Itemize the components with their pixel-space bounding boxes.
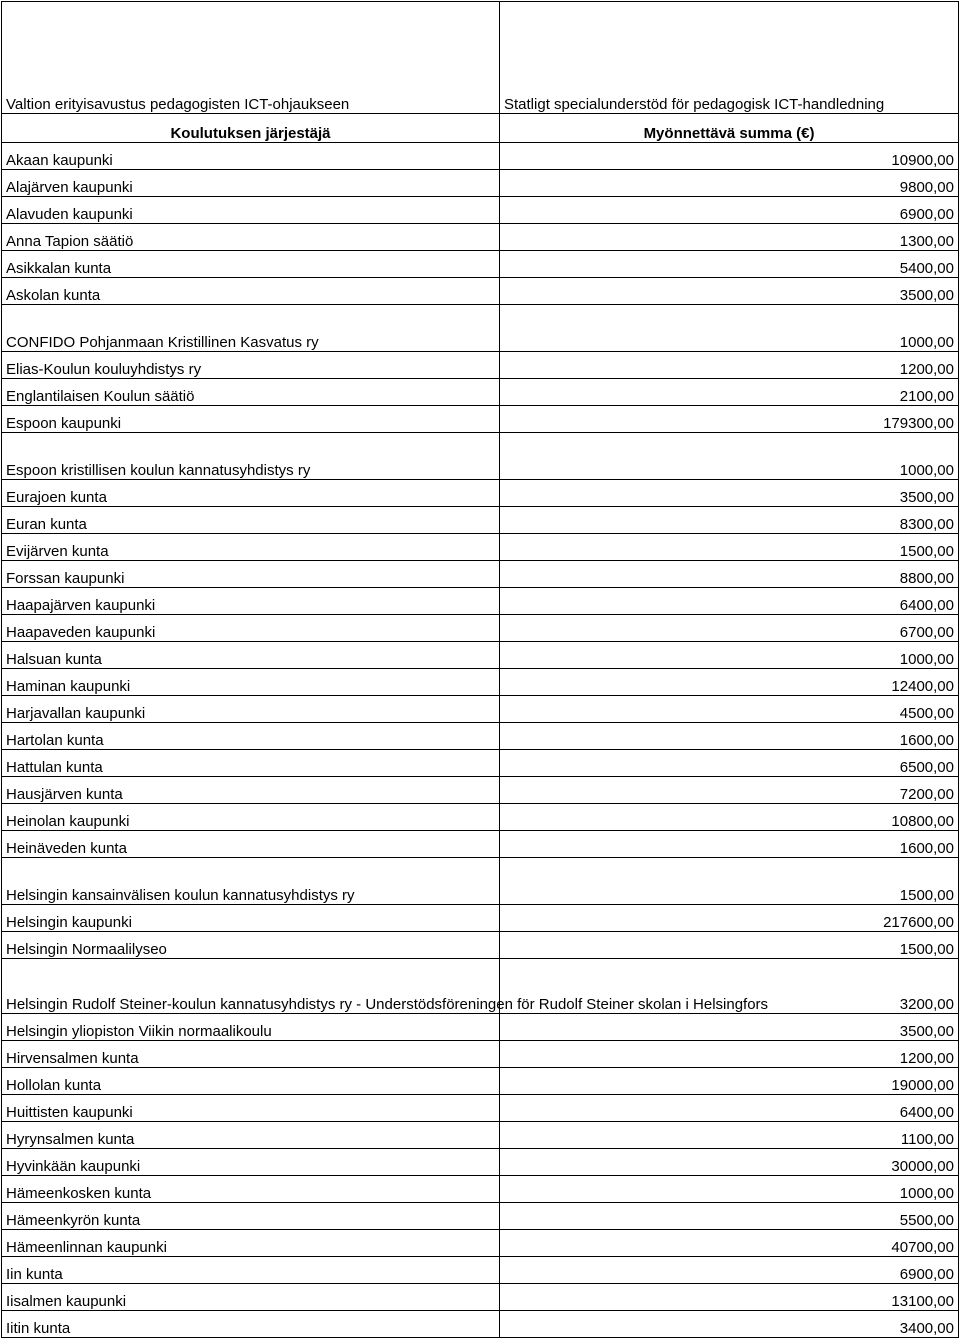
organizer-name-cell: Heinolan kaupunki bbox=[2, 804, 500, 831]
organizer-name-cell: Iisalmen kaupunki bbox=[2, 1284, 500, 1311]
amount-cell: 5500,00 bbox=[500, 1203, 959, 1230]
amount-cell: 8300,00 bbox=[500, 507, 959, 534]
amount-cell: 3500,00 bbox=[500, 480, 959, 507]
table-row bbox=[2, 1230, 959, 1257]
table-row bbox=[2, 170, 959, 197]
table-row bbox=[2, 1284, 959, 1311]
table-row bbox=[2, 831, 959, 858]
organizer-name-cell: Espoon kristillisen koulun kannatusyhdistys ry bbox=[2, 433, 500, 480]
organizer-name-cell: Haapajärven kaupunki bbox=[2, 588, 500, 615]
table-row bbox=[2, 642, 959, 669]
amount-cell: 40700,00 bbox=[500, 1230, 959, 1257]
amount-cell: 6400,00 bbox=[500, 1095, 959, 1122]
amount-cell: 12400,00 bbox=[500, 669, 959, 696]
organizer-name-cell: Hausjärven kunta bbox=[2, 777, 500, 804]
grant-table bbox=[1, 1, 959, 1338]
amount-cell: 8800,00 bbox=[500, 561, 959, 588]
amount-cell: 30000,00 bbox=[500, 1149, 959, 1176]
amount-cell: 1500,00 bbox=[500, 932, 959, 959]
table-row bbox=[2, 669, 959, 696]
amount-cell: 3200,00 bbox=[500, 959, 959, 1014]
amount-cell: 1100,00 bbox=[500, 1122, 959, 1149]
amount-cell: 1600,00 bbox=[500, 831, 959, 858]
amount-cell: 1200,00 bbox=[500, 1041, 959, 1068]
table-row bbox=[2, 561, 959, 588]
table-row bbox=[2, 932, 959, 959]
table-row bbox=[2, 959, 959, 1014]
table-row bbox=[2, 507, 959, 534]
table-row bbox=[2, 858, 959, 905]
table-row bbox=[2, 480, 959, 507]
organizer-name-cell: Hirvensalmen kunta bbox=[2, 1041, 500, 1068]
organizer-name-cell: Hämeenlinnan kaupunki bbox=[2, 1230, 500, 1257]
organizer-name-cell: Hollolan kunta bbox=[2, 1068, 500, 1095]
table-row bbox=[2, 1203, 959, 1230]
organizer-name-cell: Haapaveden kaupunki bbox=[2, 615, 500, 642]
organizer-name-cell: Espoon kaupunki bbox=[2, 406, 500, 433]
organizer-name-cell: Akaan kaupunki bbox=[2, 143, 500, 170]
table-row bbox=[2, 143, 959, 170]
organizer-name-cell: Asikkalan kunta bbox=[2, 251, 500, 278]
amount-cell: 179300,00 bbox=[500, 406, 959, 433]
table-row bbox=[2, 905, 959, 932]
organizer-name-cell: Halsuan kunta bbox=[2, 642, 500, 669]
amount-cell: 3400,00 bbox=[500, 1311, 959, 1338]
organizer-name-cell: Alajärven kaupunki bbox=[2, 170, 500, 197]
amount-cell: 5400,00 bbox=[500, 251, 959, 278]
organizer-name-cell: Forssan kaupunki bbox=[2, 561, 500, 588]
organizer-name-cell: Askolan kunta bbox=[2, 278, 500, 305]
table-row bbox=[2, 804, 959, 831]
organizer-name-cell: Helsingin yliopiston Viikin normaalikoulu bbox=[2, 1014, 500, 1041]
table-row bbox=[2, 777, 959, 804]
table-row bbox=[2, 534, 959, 561]
table-row bbox=[2, 1257, 959, 1284]
amount-cell: 1200,00 bbox=[500, 352, 959, 379]
table-row bbox=[2, 1311, 959, 1338]
organizer-name-cell: Huittisten kaupunki bbox=[2, 1095, 500, 1122]
organizer-name-cell: Iin kunta bbox=[2, 1257, 500, 1284]
title-row bbox=[2, 2, 959, 114]
amount-cell: 3500,00 bbox=[500, 1014, 959, 1041]
table-row bbox=[2, 615, 959, 642]
table-row bbox=[2, 723, 959, 750]
amount-cell: 1000,00 bbox=[500, 305, 959, 352]
amount-cell: 10900,00 bbox=[500, 143, 959, 170]
amount-cell: 6500,00 bbox=[500, 750, 959, 777]
table-row bbox=[2, 251, 959, 278]
organizer-name-cell: Eurajoen kunta bbox=[2, 480, 500, 507]
amount-cell: 1000,00 bbox=[500, 1176, 959, 1203]
amount-column-header: Myönnettävä summa (€) bbox=[500, 114, 959, 143]
table-row bbox=[2, 224, 959, 251]
table-row bbox=[2, 379, 959, 406]
table-row bbox=[2, 1014, 959, 1041]
organizer-name-cell: Helsingin Normaalilyseo bbox=[2, 932, 500, 959]
organizer-name-cell: Hyrynsalmen kunta bbox=[2, 1122, 500, 1149]
table-row bbox=[2, 278, 959, 305]
organizer-name-cell: Heinäveden kunta bbox=[2, 831, 500, 858]
organizer-name-cell: Haminan kaupunki bbox=[2, 669, 500, 696]
amount-cell: 1000,00 bbox=[500, 433, 959, 480]
table-row bbox=[2, 352, 959, 379]
title-finnish: Valtion erityisavustus pedagogisten ICT-ohjaukseen bbox=[2, 2, 500, 114]
amount-cell: 1000,00 bbox=[500, 642, 959, 669]
organizer-name-cell: Hämeenkyrön kunta bbox=[2, 1203, 500, 1230]
title-swedish: Statligt specialunderstöd för pedagogisk ICT-handledning bbox=[500, 2, 959, 114]
table-row bbox=[2, 305, 959, 352]
table-row bbox=[2, 1176, 959, 1203]
amount-cell: 4500,00 bbox=[500, 696, 959, 723]
organizer-name-cell: Euran kunta bbox=[2, 507, 500, 534]
organizer-name-cell: Hartolan kunta bbox=[2, 723, 500, 750]
organizer-name-cell: Helsingin kansainvälisen koulun kannatusyhdistys ry bbox=[2, 858, 500, 905]
organizer-column-header: Koulutuksen järjestäjä bbox=[2, 114, 500, 143]
organizer-name-cell: Englantilaisen Koulun säätiö bbox=[2, 379, 500, 406]
amount-cell: 6900,00 bbox=[500, 1257, 959, 1284]
amount-cell: 217600,00 bbox=[500, 905, 959, 932]
organizer-name-cell: Hyvinkään kaupunki bbox=[2, 1149, 500, 1176]
amount-cell: 1300,00 bbox=[500, 224, 959, 251]
amount-cell: 6900,00 bbox=[500, 197, 959, 224]
organizer-name-cell: Iitin kunta bbox=[2, 1311, 500, 1338]
organizer-name-cell: Elias-Koulun kouluyhdistys ry bbox=[2, 352, 500, 379]
table-row bbox=[2, 1122, 959, 1149]
amount-cell: 6700,00 bbox=[500, 615, 959, 642]
table-row bbox=[2, 696, 959, 723]
organizer-name-cell: Anna Tapion säätiö bbox=[2, 224, 500, 251]
amount-cell: 9800,00 bbox=[500, 170, 959, 197]
amount-cell: 10800,00 bbox=[500, 804, 959, 831]
table-row bbox=[2, 1149, 959, 1176]
table-row bbox=[2, 433, 959, 480]
table-row bbox=[2, 750, 959, 777]
amount-cell: 19000,00 bbox=[500, 1068, 959, 1095]
table-row bbox=[2, 1068, 959, 1095]
table-row bbox=[2, 588, 959, 615]
amount-cell: 13100,00 bbox=[500, 1284, 959, 1311]
organizer-name-cell: Harjavallan kaupunki bbox=[2, 696, 500, 723]
amount-cell: 6400,00 bbox=[500, 588, 959, 615]
organizer-name-cell: Helsingin Rudolf Steiner-koulun kannatusyhdistys ry - Understödsföreningen för Rudolf Steiner skolan i Helsingfors bbox=[2, 959, 500, 1014]
organizer-name-cell: Hämeenkosken kunta bbox=[2, 1176, 500, 1203]
table-row bbox=[2, 1095, 959, 1122]
amount-cell: 1500,00 bbox=[500, 534, 959, 561]
amount-cell: 1600,00 bbox=[500, 723, 959, 750]
amount-cell: 1500,00 bbox=[500, 858, 959, 905]
organizer-name-cell: Evijärven kunta bbox=[2, 534, 500, 561]
table-row bbox=[2, 1041, 959, 1068]
amount-cell: 7200,00 bbox=[500, 777, 959, 804]
header-row bbox=[2, 114, 959, 143]
table-row bbox=[2, 406, 959, 433]
amount-cell: 3500,00 bbox=[500, 278, 959, 305]
organizer-name-cell: Hattulan kunta bbox=[2, 750, 500, 777]
organizer-name-cell: Alavuden kaupunki bbox=[2, 197, 500, 224]
organizer-name-cell: Helsingin kaupunki bbox=[2, 905, 500, 932]
table-row bbox=[2, 197, 959, 224]
organizer-name-cell: CONFIDO Pohjanmaan Kristillinen Kasvatus ry bbox=[2, 305, 500, 352]
amount-cell: 2100,00 bbox=[500, 379, 959, 406]
